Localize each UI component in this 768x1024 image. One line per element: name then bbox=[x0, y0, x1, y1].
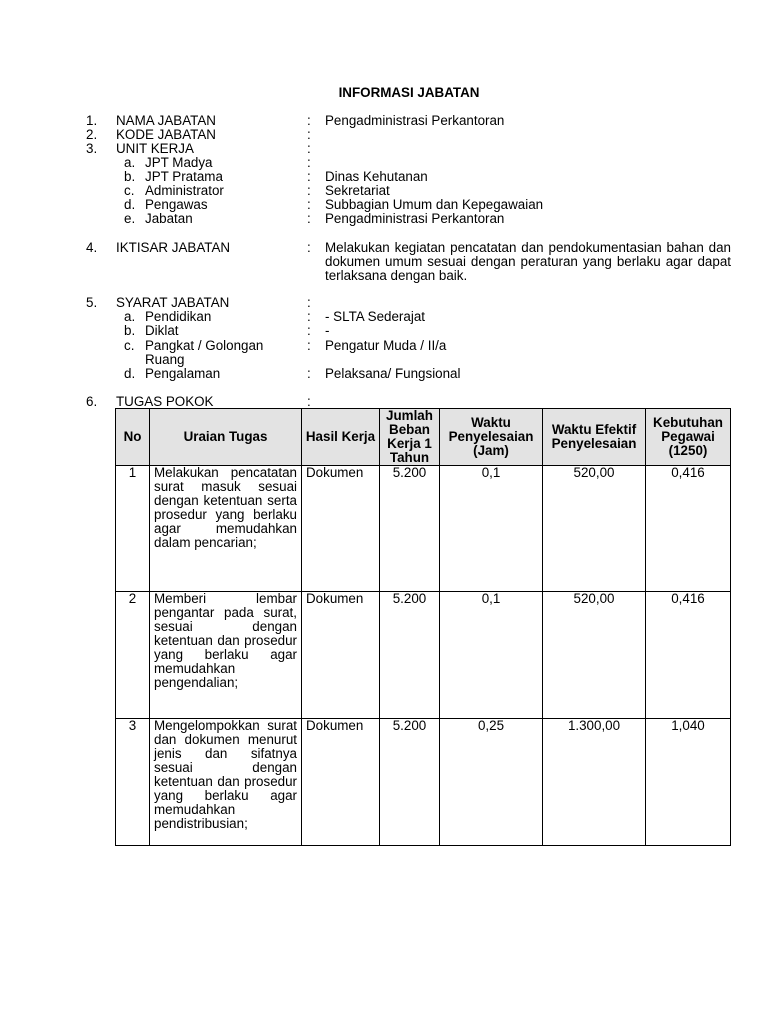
cell-kebutuhan: 0,416 bbox=[646, 466, 731, 592]
field-value: - SLTA Sederajat bbox=[325, 309, 425, 324]
item-letter: c. bbox=[124, 338, 135, 353]
cell-hasil: Dokumen bbox=[302, 592, 380, 719]
field-value: Subbagian Umum dan Kepegawaian bbox=[325, 197, 544, 212]
item-letter: a. bbox=[124, 309, 136, 324]
cell-hasil: Dokumen bbox=[302, 466, 380, 592]
item-letter: b. bbox=[124, 323, 136, 338]
cell-no: 2 bbox=[116, 592, 150, 719]
field-label: SYARAT JABATAN bbox=[116, 295, 230, 310]
field-label: JPT Pratama bbox=[145, 169, 223, 184]
header-hasil-kerja: Hasil Kerja bbox=[302, 409, 380, 466]
colon-separator: : bbox=[307, 183, 311, 198]
header-waktu-efektif: Waktu Efektif Penyelesaian bbox=[543, 409, 646, 466]
field-label-continuation: Ruang bbox=[145, 352, 185, 367]
colon-separator: : bbox=[307, 155, 311, 170]
colon-separator: : bbox=[307, 141, 311, 156]
item-number: 3. bbox=[86, 141, 98, 156]
cell-efektif: 520,00 bbox=[543, 592, 646, 719]
colon-separator: : bbox=[307, 240, 311, 255]
field-value: - bbox=[325, 323, 330, 338]
item-letter: a. bbox=[124, 155, 136, 170]
cell-efektif: 1.300,00 bbox=[543, 719, 646, 846]
cell-uraian: Memberi lembar pengantar pada surat, sesuai dengan ketentuan dan prosedur yang berlaku agar memudahkan pengendalian; bbox=[150, 592, 302, 719]
table-row bbox=[116, 719, 731, 846]
field-label: KODE JABATAN bbox=[116, 127, 216, 142]
item-letter: e. bbox=[124, 211, 136, 226]
colon-separator: : bbox=[307, 127, 311, 142]
header-uraian-tugas: Uraian Tugas bbox=[150, 409, 302, 466]
colon-separator: : bbox=[307, 113, 311, 128]
colon-separator: : bbox=[307, 394, 311, 409]
item-number: 4. bbox=[86, 240, 98, 255]
field-label: Diklat bbox=[145, 323, 179, 338]
field-value: Pengadministrasi Perkantoran bbox=[325, 113, 505, 128]
colon-separator: : bbox=[307, 211, 311, 226]
tugas-pokok-table bbox=[115, 408, 731, 846]
field-label: TUGAS POKOK bbox=[116, 394, 214, 409]
item-number: 2. bbox=[86, 127, 98, 142]
colon-separator: : bbox=[307, 338, 311, 353]
field-value: Pengadministrasi Perkantoran bbox=[325, 211, 505, 226]
cell-efektif: 520,00 bbox=[543, 466, 646, 592]
iktisar-text: Melakukan kegiatan pencatatan dan pendokumentasian bahan dan dokumen umum sesuai dengan peraturan yang berlaku agar dapat terlaksana dengan baik. bbox=[325, 240, 731, 283]
item-number: 6. bbox=[86, 394, 98, 409]
field-label: Jabatan bbox=[145, 211, 193, 226]
colon-separator: : bbox=[307, 309, 311, 324]
field-label: Pengawas bbox=[145, 197, 208, 212]
cell-kebutuhan: 1,040 bbox=[646, 719, 731, 846]
colon-separator: : bbox=[307, 323, 311, 338]
table-row bbox=[116, 466, 731, 592]
field-value: Pengatur Muda / II/a bbox=[325, 338, 447, 353]
cell-no: 1 bbox=[116, 466, 150, 592]
item-letter: c. bbox=[124, 183, 135, 198]
field-label: Pengalaman bbox=[145, 366, 221, 381]
document-title: INFORMASI JABATAN bbox=[338, 85, 480, 100]
item-letter: b. bbox=[124, 169, 136, 184]
colon-separator: : bbox=[307, 366, 311, 381]
cell-waktu: 0,1 bbox=[440, 466, 543, 592]
field-value: Dinas Kehutanan bbox=[325, 169, 428, 184]
cell-waktu: 0,25 bbox=[440, 719, 543, 846]
colon-separator: : bbox=[307, 295, 311, 310]
header-kebutuhan-pegawai: Kebutuhan Pegawai (1250) bbox=[646, 409, 731, 466]
field-label: UNIT KERJA bbox=[116, 141, 194, 156]
cell-uraian: Melakukan pencatatan surat masuk sesuai dengan ketentuan serta prosedur yang berlaku agar memudahkan dalam pencarian; bbox=[150, 466, 302, 592]
field-label: IKTISAR JABATAN bbox=[116, 240, 231, 255]
field-value: Sekretariat bbox=[325, 183, 390, 198]
field-label: Pangkat / Golongan bbox=[145, 338, 264, 353]
item-letter: d. bbox=[124, 366, 136, 381]
cell-jumlah: 5.200 bbox=[380, 592, 440, 719]
cell-no: 3 bbox=[116, 719, 150, 846]
field-label: Administrator bbox=[145, 183, 224, 198]
colon-separator: : bbox=[307, 169, 311, 184]
field-label: Pendidikan bbox=[145, 309, 212, 324]
header-no: No bbox=[116, 409, 150, 466]
item-letter: d. bbox=[124, 197, 136, 212]
field-label: JPT Madya bbox=[145, 155, 213, 170]
item-number: 1. bbox=[86, 113, 98, 128]
item-number: 5. bbox=[86, 295, 98, 310]
header-waktu-penyelesaian: Waktu Penyelesaian (Jam) bbox=[440, 409, 543, 466]
cell-jumlah: 5.200 bbox=[380, 466, 440, 592]
cell-uraian: Mengelompokkan surat dan dokumen menurut jenis dan sifatnya sesuai dengan ketentuan dan prosedur yang berlaku agar memudahkan pendistribusian; bbox=[150, 719, 302, 846]
cell-hasil: Dokumen bbox=[302, 719, 380, 846]
field-label: NAMA JABATAN bbox=[116, 113, 216, 128]
field-value: Pelaksana/ Fungsional bbox=[325, 366, 461, 381]
table-row bbox=[116, 592, 731, 719]
header-jumlah-beban: Jumlah Beban Kerja 1 Tahun bbox=[380, 409, 440, 466]
cell-jumlah: 5.200 bbox=[380, 719, 440, 846]
cell-waktu: 0,1 bbox=[440, 592, 543, 719]
colon-separator: : bbox=[307, 197, 311, 212]
cell-kebutuhan: 0,416 bbox=[646, 592, 731, 719]
table-header-row bbox=[116, 409, 731, 466]
